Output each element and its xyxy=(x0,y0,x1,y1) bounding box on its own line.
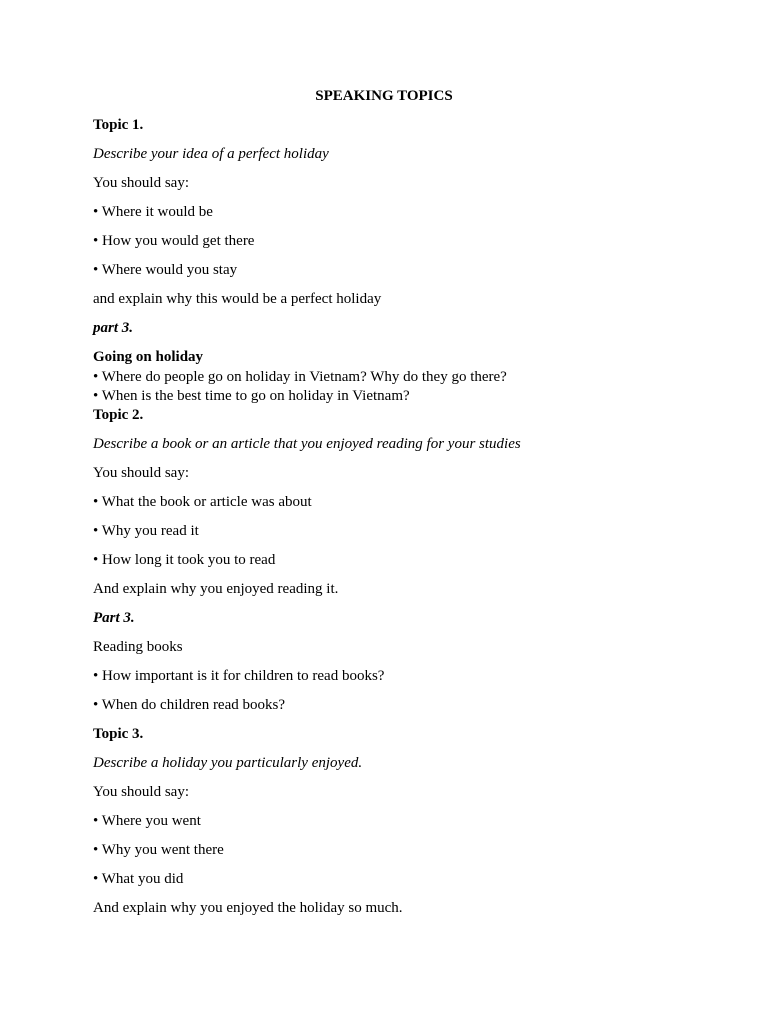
topic1-part3-title: Going on holiday xyxy=(93,349,204,365)
topic2-should-say: You should say: xyxy=(93,465,189,481)
topic3-explain: And explain why you enjoyed the holiday so much. xyxy=(93,900,403,916)
topic1-part3-question: • Where do people go on holiday in Vietnam? Why do they go there? xyxy=(93,369,507,385)
topic2-explain: And explain why you enjoyed reading it. xyxy=(93,581,339,597)
topic3-should-say: You should say: xyxy=(93,784,189,800)
topic1-bullet: • Where would you stay xyxy=(93,262,238,278)
topic2-part3-label: Part 3. xyxy=(93,610,135,626)
topic3-prompt: Describe a holiday you particularly enjoyed. xyxy=(93,755,363,771)
topic2-part3-question: • When do children read books? xyxy=(93,697,285,713)
topic3-bullet: • Why you went there xyxy=(93,842,224,858)
topic3-heading: Topic 3. xyxy=(93,726,144,742)
topic1-part3-question: • When is the best time to go on holiday in Vietnam? xyxy=(93,388,410,404)
topic3-bullet: • What you did xyxy=(93,871,184,887)
topic1-prompt: Describe your idea of a perfect holiday xyxy=(93,146,329,162)
topic2-bullet: • How long it took you to read xyxy=(93,552,276,568)
topic1-bullet: • How you would get there xyxy=(93,233,255,249)
topic3-bullet: • Where you went xyxy=(93,813,201,829)
topic1-should-say: You should say: xyxy=(93,175,189,191)
topic2-prompt: Describe a book or an article that you enjoyed reading for your studies xyxy=(93,436,521,452)
topic1-part3-label: part 3. xyxy=(93,320,134,336)
topic1-explain: and explain why this would be a perfect holiday xyxy=(93,291,382,307)
topic2-bullet: • What the book or article was about xyxy=(93,494,312,510)
page-title: SPEAKING TOPICS xyxy=(315,88,453,104)
topic1-bullet: • Where it would be xyxy=(93,204,213,220)
topic2-part3-question: • How important is it for children to read books? xyxy=(93,668,385,684)
topic2-part3-title: Reading books xyxy=(93,639,183,655)
topic1-heading: Topic 1. xyxy=(93,117,144,133)
topic2-heading: Topic 2. xyxy=(93,407,144,423)
topic2-bullet: • Why you read it xyxy=(93,523,199,539)
